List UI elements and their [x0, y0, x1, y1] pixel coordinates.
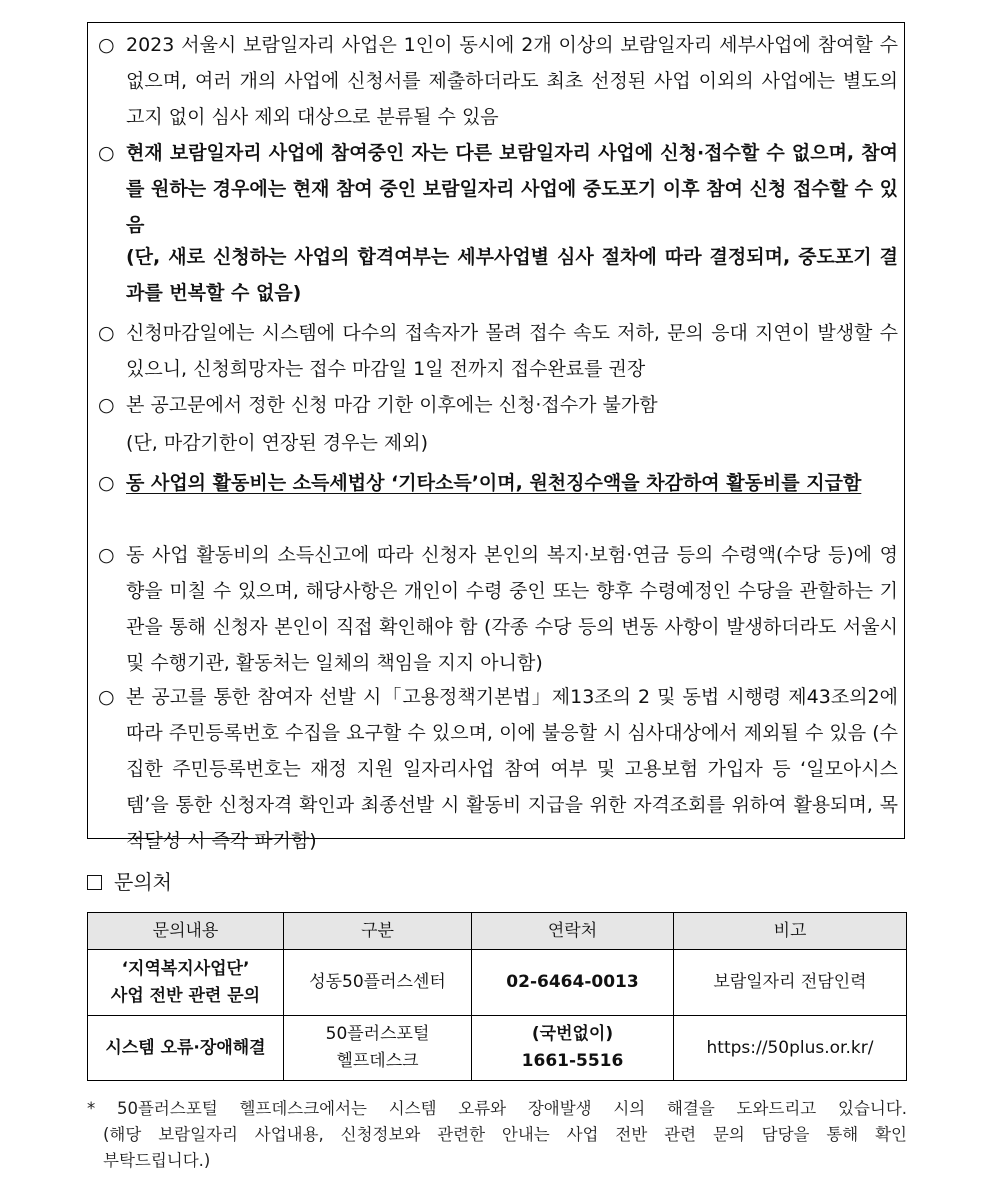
- notice-item-text: 2023 서울시 보람일자리 사업은 1인이 동시에 2개 이상의 보람일자리 세부사업에 참여할 수 없으며, 여러 개의 사업에 신청서를 제출하더라도 최초 선정된 사업 이외의 사업에는 별도의 고지 없이 심사 제외 대상으로 분류될 수 있음: [126, 34, 898, 128]
- footnote-line: (해당 보람일자리 사업내용, 신청정보와 관련한 안내는 사업 전반 관련 문의 담당을 통해 확인: [103, 1125, 907, 1144]
- circle-bullet-icon: ○: [98, 394, 115, 416]
- notice-item-note-result: [98, 239, 898, 311]
- square-bullet-icon: [87, 875, 102, 890]
- notice-box: [87, 22, 905, 852]
- circle-bullet-icon: ○: [98, 544, 115, 566]
- notice-item-text: 동 사업 활동비의 소득신고에 따라 신청자 본인의 복지·보험·연금 등의 수령액(수당 등)에 영향을 미칠 수 있으며, 해당사항은 개인이 수령 중인 또는 향후 수령예정인 수당을 관할하는 기관을 통해 신청자 본인이 직접 확인해야 함 (각종 수당 등의 변동 사항이 발생하더라도 서울시 및 수행기관, 활동처는 일체의 책임을 지지 아니함): [126, 544, 898, 674]
- table-row: [88, 950, 907, 1016]
- notice-item-single-participation: [98, 27, 898, 135]
- category-cell: [284, 1016, 472, 1081]
- remarks-cell: 보람일자리 전담인력: [674, 950, 907, 1016]
- column-header-category: 구분: [284, 913, 472, 950]
- notice-item-resident-number: [98, 679, 898, 859]
- contact-cell: 02-6464-0013: [472, 950, 674, 1016]
- circle-bullet-icon: ○: [98, 686, 115, 708]
- contact-line: 1661-5516: [521, 1051, 624, 1071]
- notice-item-text: 본 공고문에서 정한 신청 마감 기한 이후에는 신청·접수가 불가함: [126, 394, 658, 416]
- category-line: 50플러스포털: [325, 1024, 430, 1044]
- notice-item-text: 동 사업의 활동비는 소득세법상 ‘기타소득’이며, 원천징수액을 차감하여 활동비를 지급함: [126, 472, 862, 494]
- contact-cell: [472, 1016, 674, 1081]
- notice-item-text: (단, 새로 신청하는 사업의 합격여부는 세부사업별 심사 절차에 따라 결정되며, 중도포기 결과를 번복할 수 없음): [126, 246, 898, 304]
- column-header-remarks: 비고: [674, 913, 907, 950]
- topic-cell: 시스템 오류·장애해결: [88, 1016, 284, 1081]
- notice-item-deadline-exception: [98, 425, 898, 461]
- contact-table: [87, 912, 907, 1081]
- portal-url-link[interactable]: https://50plus.or.kr/: [674, 1016, 907, 1081]
- topic-cell: [88, 950, 284, 1016]
- topic-line: ‘지역복지사업단’: [121, 958, 250, 979]
- notice-item-deadline-congestion: [98, 315, 898, 387]
- category-cell: 성동50플러스센터: [284, 950, 472, 1016]
- circle-bullet-icon: ○: [98, 34, 115, 56]
- notice-item-text: 현재 보람일자리 사업에 참여중인 자는 다른 보람일자리 사업에 신청·접수할 수 없으며, 참여를 원하는 경우에는 현재 참여 중인 보람일자리 사업에 중도포기 이후 참여 신청 접수할 수 있음: [126, 142, 898, 236]
- topic-line: 사업 전반 관련 문의: [110, 985, 261, 1006]
- inquiry-heading: [87, 866, 172, 898]
- inquiry-heading-label: 문의처: [114, 870, 172, 894]
- contact-line: (국번없이): [531, 1024, 614, 1044]
- table-row: [88, 1016, 907, 1081]
- notice-item-text: 본 공고를 통한 참여자 선발 시「고용정책기본법」제13조의 2 및 동법 시행령 제43조의2에 따라 주민등록번호 수집을 요구할 수 있으며, 이에 불응할 시 심사대상에서 제외될 수 있음 (수집한 주민등록번호는 재정 지원 일자리사업 참여 여부 및 고용보험 가입자 등 ‘일모아시스템’을 통한 신청자격 확인과 최종선발 시 활동비 지급을 위한 자격조회를 위하여 활용되며, 목적달성 시 즉각 파기함): [126, 686, 898, 852]
- circle-bullet-icon: ○: [98, 142, 115, 164]
- circle-bullet-icon: ○: [98, 472, 115, 494]
- footnote: [87, 1096, 907, 1174]
- notice-item-text: (단, 마감기한이 연장된 경우는 제외): [126, 432, 428, 454]
- footnote-line: 부탁드립니다.): [103, 1151, 211, 1170]
- notice-item-income-report: [98, 537, 898, 681]
- notice-item-deadline: [98, 387, 898, 423]
- footnote-line: * 50플러스포털 헬프데스크에서는 시스템 오류와 장애발생 시의 해결을 도와드리고 있습니다.: [87, 1099, 907, 1118]
- circle-bullet-icon: ○: [98, 322, 115, 344]
- notice-item-current-participant: [98, 135, 898, 243]
- notice-item-activity-fee-tax: [98, 465, 898, 501]
- notice-item-text: 신청마감일에는 시스템에 다수의 접속자가 몰려 접수 속도 저하, 문의 응대 지연이 발생할 수 있으니, 신청희망자는 접수 마감일 1일 전까지 접수완료를 권장: [126, 322, 898, 380]
- table-header-row: [88, 913, 907, 950]
- column-header-topic: 문의내용: [88, 913, 284, 950]
- category-line: 헬프데스크: [336, 1051, 419, 1071]
- column-header-contact: 연락처: [472, 913, 674, 950]
